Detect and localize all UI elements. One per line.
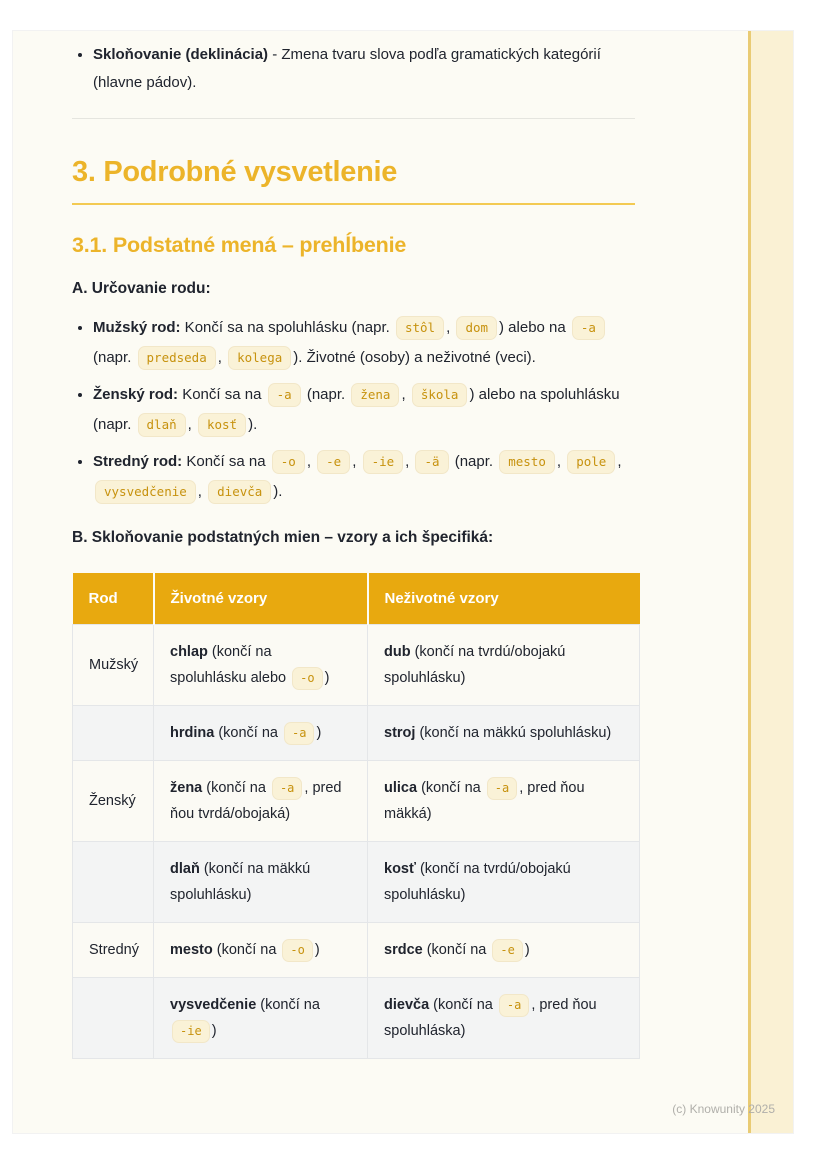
gender-rule-item: • Mužský rod: Končí sa na spoluhlásku (napr. stôl , dom ) alebo na -a (napr. predseda , kolega ). Životné (osoby) a neživotné (veci). xyxy=(93,313,635,373)
table-row xyxy=(73,706,640,761)
gender-rule-item: • Ženský rod: Končí sa na -a (napr. žena , škola ) alebo na spoluhlásku (napr. dlaň , kosť ). xyxy=(93,380,635,440)
cell-rod: Mužský xyxy=(73,625,154,706)
cell-rod: Stredný xyxy=(73,923,154,978)
cell-nezivotne: kosť (končí na tvrdú/obojakú spoluhlásku) xyxy=(368,842,640,923)
cell-nezivotne: ulica (končí na -a , pred ňou mäkká) xyxy=(368,761,640,842)
inline-code-chip: -a xyxy=(272,777,302,800)
table-body xyxy=(73,625,640,1059)
column-header-rod: Rod xyxy=(73,573,154,625)
bold-term: hrdina xyxy=(170,725,215,741)
section-divider xyxy=(72,118,635,119)
bold-term: Skloňovanie (deklinácia) xyxy=(93,46,269,63)
table-row xyxy=(73,842,640,923)
bold-term: ulica xyxy=(384,780,418,796)
inline-code-chip: -ä xyxy=(415,450,448,474)
cell-rod xyxy=(73,978,154,1059)
cell-nezivotne: dub (končí na tvrdú/obojakú spoluhlásku) xyxy=(368,625,640,706)
inline-code-chip: dom xyxy=(456,316,497,340)
cell-nezivotne: stroj (končí na mäkkú spoluhlásku) xyxy=(368,706,640,761)
inline-code-chip: -a xyxy=(572,316,605,340)
bold-term: stroj xyxy=(384,725,416,741)
bold-term: dievča xyxy=(384,997,430,1013)
bold-term: Stredný rod: xyxy=(93,453,183,470)
cell-rod xyxy=(73,842,154,923)
inline-code-chip: kolega xyxy=(228,346,291,370)
inline-code-chip: -o xyxy=(282,939,312,962)
cell-zivotne: vysvedčenie (končí na -ie ) xyxy=(154,978,368,1059)
page-content xyxy=(13,31,793,1059)
inline-code-chip: -e xyxy=(492,939,522,962)
gender-rule-item: • Stredný rod: Končí sa na -o , -e , -ie , -ä (napr. mesto , pole , vysvedčenie , dievča ). xyxy=(93,447,635,507)
bold-term: vysvedčenie xyxy=(170,997,257,1013)
inline-code-chip: dlaň xyxy=(138,413,186,437)
inline-code-chip: žena xyxy=(351,383,399,407)
inline-code-chip: škola xyxy=(412,383,468,407)
inline-code-chip: dievča xyxy=(208,480,271,504)
bold-term: chlap xyxy=(170,644,208,660)
column-header-zivotne: Životné vzory xyxy=(154,573,368,625)
inline-code-chip: -o xyxy=(272,450,305,474)
inline-code-chip: -a xyxy=(499,994,529,1017)
inline-code-chip: predseda xyxy=(138,346,216,370)
intro-bullet-list xyxy=(72,41,635,97)
bold-term: dub xyxy=(384,644,411,660)
subsection-title: 3.1. Podstatné mená – prehĺbenie xyxy=(72,233,407,257)
table-row xyxy=(73,923,640,978)
cell-nezivotne: dievča (končí na -a , pred ňou spoluhláska) xyxy=(368,978,640,1059)
part-b-heading: B. Skloňovanie podstatných mien – vzory a ich špecifiká: xyxy=(72,529,494,546)
bold-term: dlaň xyxy=(170,861,200,877)
column-header-nezivotne: Neživotné vzory xyxy=(368,573,640,625)
cell-zivotne: hrdina (končí na -a ) xyxy=(154,706,368,761)
bold-term: žena xyxy=(170,780,203,796)
gender-rules-list xyxy=(72,313,635,507)
bold-term: srdce xyxy=(384,942,423,958)
inline-code-chip: mesto xyxy=(499,450,555,474)
table-row xyxy=(73,978,640,1059)
inline-code-chip: pole xyxy=(567,450,615,474)
inline-code-chip: -a xyxy=(487,777,517,800)
part-a-heading: A. Určovanie rodu: xyxy=(72,280,211,297)
bold-term: kosť xyxy=(384,861,416,877)
inline-code-chip: -a xyxy=(284,722,314,745)
cell-rod xyxy=(73,706,154,761)
bold-term: mesto xyxy=(170,942,213,958)
inline-code-chip: -o xyxy=(292,667,322,690)
cell-zivotne: mesto (končí na -o ) xyxy=(154,923,368,978)
bold-term: Ženský rod: xyxy=(93,386,179,403)
inline-code-chip: -ie xyxy=(172,1020,210,1043)
cell-zivotne: dlaň (končí na mäkkú spoluhlásku) xyxy=(154,842,368,923)
cell-zivotne: žena (končí na -a , pred ňou tvrdá/obojaká) xyxy=(154,761,368,842)
cell-rod: Ženský xyxy=(73,761,154,842)
declension-patterns-table xyxy=(72,573,640,1059)
cell-nezivotne: srdce (končí na -e ) xyxy=(368,923,640,978)
inline-code-chip: -ie xyxy=(363,450,404,474)
cell-zivotne: chlap (končí na spoluhlásku alebo -o ) xyxy=(154,625,368,706)
section-title: 3. Podrobné vysvetlenie xyxy=(72,156,635,205)
table-header-row xyxy=(73,573,640,625)
inline-code-chip: -e xyxy=(317,450,350,474)
bold-term: Mužský rod: xyxy=(93,319,181,336)
table-row xyxy=(73,761,640,842)
inline-code-chip: vysvedčenie xyxy=(95,480,196,504)
inline-code-chip: -a xyxy=(268,383,301,407)
document-page xyxy=(13,31,793,1133)
intro-bullet-item: • Skloňovanie (deklinácia) - Zmena tvaru slova podľa gramatických kategórií (hlavne pádov). xyxy=(93,41,635,97)
inline-code-chip: stôl xyxy=(396,316,444,340)
inline-code-chip: kosť xyxy=(198,413,246,437)
copyright-footer: (c) Knowunity 2025 xyxy=(672,1102,775,1116)
table-row xyxy=(73,625,640,706)
